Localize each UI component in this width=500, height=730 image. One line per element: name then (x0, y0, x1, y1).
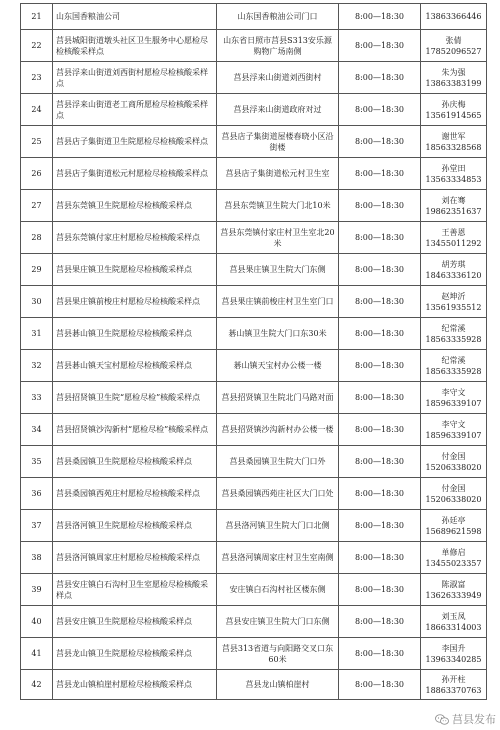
table-row (21, 478, 487, 510)
contact-name: 赵坤沂 (441, 291, 466, 301)
site-address: 莒县浮来山街道政府对过 (217, 94, 339, 126)
site-name: 莒县洛河镇周家庄村愿检尽检核酸采样点 (53, 542, 217, 574)
sampling-sites-table (20, 3, 487, 700)
site-name: 莒县桑园镇西苑庄村愿检尽检核酸采样点 (53, 478, 217, 510)
contact-cell (421, 30, 487, 62)
service-hours: 8:00—18:30 (339, 94, 421, 126)
contact-cell (421, 478, 487, 510)
table-row (21, 4, 487, 30)
row-number: 34 (21, 414, 53, 446)
contact-cell (421, 4, 487, 30)
site-name: 莒县店子集街道卫生院愿检尽检核酸采样点 (53, 126, 217, 158)
contact-name: 纪常溪 (441, 323, 466, 333)
site-address: 莒县东莞镇卫生院大门北10米 (217, 190, 339, 222)
contact-cell (421, 94, 487, 126)
contact-name: 刘在骞 (441, 195, 466, 205)
service-hours: 8:00—18:30 (339, 4, 421, 30)
site-name: 莒县店子集街道松元村愿检尽检核酸采样点 (53, 158, 217, 190)
service-hours: 8:00—18:30 (339, 606, 421, 638)
contact-phone: 15206338020 (425, 462, 482, 472)
row-number: 24 (21, 94, 53, 126)
contact-cell (421, 126, 487, 158)
site-name: 莒县果庄镇卫生院愿检尽检核酸采样点 (53, 254, 217, 286)
contact-name: 刘玉凤 (441, 611, 466, 621)
table-row (21, 574, 487, 606)
wechat-icon (435, 714, 449, 725)
contact-cell (421, 286, 487, 318)
row-number: 26 (21, 158, 53, 190)
site-address: 莒县果庄镇前梭庄村卫生室门口 (217, 286, 339, 318)
site-name: 莒县桑园镇卫生院愿检尽检核酸采样点 (53, 446, 217, 478)
contact-phone: 18563335928 (425, 366, 482, 376)
table-row (21, 638, 487, 670)
contact-phone: 18596339107 (425, 398, 482, 408)
contact-cell (421, 574, 487, 606)
table-row (21, 254, 487, 286)
site-name: 莒县碁山镇卫生院愿检尽检核酸采样点 (53, 318, 217, 350)
service-hours: 8:00—18:30 (339, 190, 421, 222)
table-row (21, 286, 487, 318)
site-name: 莒县浮来山街道刘西街村愿检尽检核酸采样点 (53, 62, 217, 94)
watermark-text: 莒县发布 (452, 713, 496, 726)
row-number: 38 (21, 542, 53, 574)
contact-cell (421, 382, 487, 414)
row-number: 30 (21, 286, 53, 318)
contact-phone: 13863383199 (425, 78, 482, 88)
table-row (21, 62, 487, 94)
contact-phone: 13455023357 (425, 558, 482, 568)
site-name: 莒县东莞镇付家庄村愿检尽检核酸采样点 (53, 222, 217, 254)
table-row (21, 158, 487, 190)
row-number: 39 (21, 574, 53, 606)
row-number: 37 (21, 510, 53, 542)
contact-name: 李国升 (441, 643, 466, 653)
site-address: 莒县招贤镇卫生院北门马路对面 (217, 382, 339, 414)
row-number: 25 (21, 126, 53, 158)
table-row (21, 382, 487, 414)
table-row (21, 414, 487, 446)
contact-cell (421, 606, 487, 638)
site-name: 莒县招贤镇沙沟新村“愿检尽检”核酸采样点 (53, 414, 217, 446)
contact-phone: 13455011292 (425, 238, 482, 248)
row-number: 33 (21, 382, 53, 414)
contact-phone: 18563335928 (425, 334, 482, 344)
contact-cell (421, 158, 487, 190)
contact-phone: 18596339107 (425, 430, 482, 440)
contact-name: 付金国 (441, 483, 466, 493)
contact-name: 纪常溪 (441, 355, 466, 365)
contact-cell (421, 670, 487, 700)
site-name: 莒县果庄镇前梭庄村愿检尽检核酸采样点 (53, 286, 217, 318)
table-row (21, 606, 487, 638)
row-number: 36 (21, 478, 53, 510)
table-row (21, 94, 487, 126)
contact-cell (421, 62, 487, 94)
service-hours: 8:00—18:30 (339, 446, 421, 478)
service-hours: 8:00—18:30 (339, 542, 421, 574)
service-hours: 8:00—18:30 (339, 62, 421, 94)
service-hours: 8:00—18:30 (339, 638, 421, 670)
contact-name: 胡芳琪 (441, 259, 466, 269)
row-number: 40 (21, 606, 53, 638)
site-address: 莒县龙山镇柏崖村 (217, 670, 339, 700)
row-number: 27 (21, 190, 53, 222)
contact-cell (421, 446, 487, 478)
service-hours: 8:00—18:30 (339, 382, 421, 414)
contact-cell (421, 510, 487, 542)
site-name: 莒县招贤镇卫生院“愿检尽检”核酸采样点 (53, 382, 217, 414)
site-address: 莒县招贤镇沙沟新村办公楼一楼 (217, 414, 339, 446)
contact-phone: 13963340285 (425, 654, 482, 664)
contact-cell (421, 350, 487, 382)
service-hours: 8:00—18:30 (339, 414, 421, 446)
site-name: 莒县碁山镇天宝村愿检尽检核酸采样点 (53, 350, 217, 382)
contact-name: 孙庆梅 (441, 99, 466, 109)
service-hours: 8:00—18:30 (339, 350, 421, 382)
table-row (21, 318, 487, 350)
site-address: 莒县浮来山街道刘西街村 (217, 62, 339, 94)
site-address: 莒县桑园镇西苑庄社区大门口处 (217, 478, 339, 510)
contact-phone: 17852096527 (425, 46, 482, 56)
site-name: 莒县浮来山街道老工商所愿检尽检核酸采样点 (53, 94, 217, 126)
contact-cell (421, 222, 487, 254)
site-name: 莒县龙山镇卫生院愿检尽检核酸采样点 (53, 638, 217, 670)
site-address: 莒县洛河镇卫生院大门口北侧 (217, 510, 339, 542)
table-row (21, 510, 487, 542)
table-body (21, 4, 487, 700)
contact-name: 单修启 (441, 547, 466, 557)
contact-phone: 15689621598 (425, 526, 482, 536)
contact-phone: 18463336120 (425, 270, 482, 280)
row-number: 29 (21, 254, 53, 286)
site-name: 莒县洛河镇卫生院愿检尽检核酸采样点 (53, 510, 217, 542)
contact-name: 王善恩 (441, 227, 466, 237)
table-row (21, 446, 487, 478)
contact-phone: 13561914565 (425, 110, 482, 120)
service-hours: 8:00—18:30 (339, 478, 421, 510)
site-address: 山东国香粮油公司门口 (217, 4, 339, 30)
contact-name: 陈淑富 (441, 579, 466, 589)
row-number: 32 (21, 350, 53, 382)
contact-phone: 13561935512 (425, 302, 482, 312)
table-row (21, 30, 487, 62)
site-name: 莒县安庄镇卫生院愿检尽检核酸采样点 (53, 606, 217, 638)
site-address: 莒县313省道与向阳路交叉口东60米 (217, 638, 339, 670)
service-hours: 8:00—18:30 (339, 318, 421, 350)
row-number: 42 (21, 670, 53, 700)
contact-phone: 13626333949 (425, 590, 482, 600)
row-number: 22 (21, 30, 53, 62)
contact-cell (421, 190, 487, 222)
contact-phone: 13563334853 (425, 174, 482, 184)
site-name: 莒县东莞镇卫生院愿检尽检核酸采样点 (53, 190, 217, 222)
table-row (21, 670, 487, 700)
row-number: 21 (21, 4, 53, 30)
contact-name: 李守文 (441, 419, 466, 429)
site-address: 莒县东莞镇付家庄村卫生室北20米 (217, 222, 339, 254)
contact-name: 孙廷亭 (441, 515, 466, 525)
site-address: 碁山镇天宝村办公楼一楼 (217, 350, 339, 382)
contact-name: 李守文 (441, 387, 466, 397)
service-hours: 8:00—18:30 (339, 286, 421, 318)
service-hours: 8:00—18:30 (339, 126, 421, 158)
row-number: 23 (21, 62, 53, 94)
row-number: 28 (21, 222, 53, 254)
site-address: 碁山镇卫生院大门口东30米 (217, 318, 339, 350)
row-number: 31 (21, 318, 53, 350)
contact-name: 孙堂田 (441, 163, 466, 173)
site-address: 山东省日照市莒县S313安乐源购物广场南侧 (217, 30, 339, 62)
table-row (21, 190, 487, 222)
site-address: 安庄镇白石沟村社区楼东侧 (217, 574, 339, 606)
contact-cell (421, 542, 487, 574)
site-address: 莒县洛河镇周家庄村卫生室南侧 (217, 542, 339, 574)
site-name: 莒县城阳街道墩头社区卫生服务中心愿检尽检核酸采样点 (53, 30, 217, 62)
service-hours: 8:00—18:30 (339, 30, 421, 62)
watermark (435, 711, 496, 727)
site-address: 莒县店子集街道屋楼春晓小区沿街楼 (217, 126, 339, 158)
site-name: 山东国香粮油公司 (53, 4, 217, 30)
site-address: 莒县店子集街道松元村卫生室 (217, 158, 339, 190)
service-hours: 8:00—18:30 (339, 670, 421, 700)
contact-name: 孙开柱 (441, 674, 466, 684)
contact-phone: 18863370763 (425, 685, 482, 695)
contact-name: 谢世军 (441, 131, 466, 141)
contact-name: 张倩 (445, 35, 462, 45)
service-hours: 8:00—18:30 (339, 222, 421, 254)
contact-phone: 13863366446 (425, 12, 482, 21)
contact-cell (421, 318, 487, 350)
service-hours: 8:00—18:30 (339, 574, 421, 606)
site-address: 莒县桑园镇卫生院大门口外 (217, 446, 339, 478)
site-address: 莒县果庄镇卫生院大门东侧 (217, 254, 339, 286)
table-row (21, 542, 487, 574)
service-hours: 8:00—18:30 (339, 510, 421, 542)
contact-cell (421, 414, 487, 446)
contact-name: 付金国 (441, 451, 466, 461)
table-row (21, 350, 487, 382)
row-number: 35 (21, 446, 53, 478)
contact-phone: 19862351637 (425, 206, 482, 216)
table-row (21, 222, 487, 254)
site-address: 莒县安庄镇卫生院大门口东侧 (217, 606, 339, 638)
contact-cell (421, 254, 487, 286)
site-name: 莒县龙山镇柏崖村愿检尽检核酸采样点 (53, 670, 217, 700)
site-name: 莒县安庄镇白石沟村卫生室愿检尽检核酸采样点 (53, 574, 217, 606)
service-hours: 8:00—18:30 (339, 254, 421, 286)
contact-phone: 15206338020 (425, 494, 482, 504)
row-number: 41 (21, 638, 53, 670)
table-row (21, 126, 487, 158)
service-hours: 8:00—18:30 (339, 158, 421, 190)
contact-phone: 18563328568 (425, 142, 482, 152)
contact-name: 朱为强 (441, 67, 466, 77)
contact-cell (421, 638, 487, 670)
contact-phone: 18663314003 (425, 622, 482, 632)
